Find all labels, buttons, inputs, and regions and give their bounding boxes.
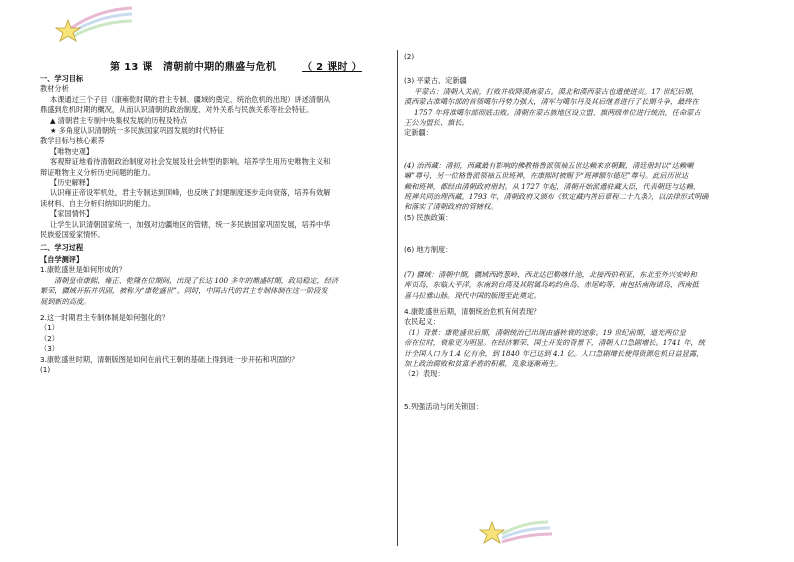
subheading: (3) 平蒙古、定新疆 — [404, 76, 467, 86]
paragraph: 客观辩证地看待清朝政治制度对社会发展及社会转型的影响，培养学生用历史唯物主义和 — [50, 157, 331, 167]
analysis-line: 鼎盛到危机时期的概况，从而认识清朝的政治制度、对外关系与民族关系等社会特征。 — [40, 105, 314, 115]
self-test: 【自学测评】 — [40, 254, 84, 264]
background-line: 帝在位时，衰象更为明显。在经济繁荣、国土开发的背景下，清朝人口急剧增长。1741 年，统 — [404, 338, 705, 348]
section-process: 二、学习过程 — [40, 242, 84, 252]
paragraph: 认识雍正帝设军机处，君主专制达到顶峰，也反映了封建制度逐步走向衰落，培养有效解 — [50, 188, 331, 198]
right-column — [404, 52, 760, 412]
blank-item: （2） — [40, 333, 59, 343]
paragraph: 读材料、自主分析归纳知识的能力。 — [40, 198, 156, 208]
lesson-hours: （ 2 课时 ） — [302, 62, 362, 73]
lesson-title: 第 13 课 清朝前中期的鼎盛与危机 — [110, 62, 277, 73]
mongol-line: 王公为盟长、旗长。 — [404, 118, 469, 128]
paragraph: 辩证唯物主义分析历史问题的能力。 — [40, 167, 156, 177]
background-line: 计全国人口为 1.4 亿有余，到 1840 年已达到 4.1 亿。人口急剧增长使得资源危机日益显露， — [404, 348, 704, 358]
difficult-point: ★ 多角度认识清朝统一多民族国家巩固发展的时代特征 — [50, 126, 225, 136]
section-goals: 一、学习目标 — [40, 74, 84, 83]
mongol-line: 1757 年将准噶尔部彻底击败。清朝在蒙古族地区设立盟、旗两级单位进行统治，任命蒙古 — [414, 107, 701, 117]
local-system: (6) 地方制度： — [404, 245, 453, 255]
ethnic-policy: (5) 民族政策： — [404, 212, 453, 222]
question-5: 5.列强活动与闭关锁国： — [404, 401, 483, 411]
tibet-line: 班禅共同治理西藏。1793 年，清朝政府又颁布《钦定藏内善后章程二十九条》，以法律形式明确 — [404, 192, 709, 202]
page-title — [110, 58, 362, 73]
territory-line: 库页岛，东临大平洋，东南到台湾及其附属岛屿约鱼岛、赤尾屿等，南包括南海诸岛，西南抵 — [404, 280, 699, 290]
blank-item: （1） — [40, 323, 59, 333]
mongol-line: 漠西蒙古准噶尔部的首领噶尔丹势力强大，清军与噶尔丹及其后继者进行了长期斗争，最终在 — [404, 97, 699, 107]
territory-line: (7) 疆域：清朝中期，疆域西跨葱岭，西北达巴勒喀什池，北接西伯利亚，东北至外兴安岭和 — [404, 269, 697, 279]
blank-item: (2) — [404, 52, 415, 61]
shooting-star-icon-bottom — [478, 514, 558, 550]
tibet-line: 嘛”尊号，另一位格鲁派领袖五世班禅，在康熙时被赐予“班禅额尔德尼”尊号。此后历世达 — [404, 171, 689, 181]
tag-materialism: 【唯物史观】 — [50, 146, 94, 156]
tag-explanation: 【历史解释】 — [50, 178, 94, 188]
question-3: 3.康乾盛世时期，清朝版图是如何在前代王朝的基础上得到进一步开拓和巩固的？ — [40, 354, 299, 364]
answer-line: 展到新的高度。 — [40, 296, 91, 306]
analysis-title: 教材分析 — [40, 84, 69, 94]
column-divider — [397, 50, 398, 546]
question-2: 2.这一时期君主专制体制是如何强化的？ — [40, 312, 170, 322]
tibet-line: 赖和班禅，都经由清朝政府册封。从 1727 年起，清朝开始派遣驻藏大臣，代表朝廷与达赖、 — [404, 181, 700, 191]
shooting-star-icon — [54, 4, 134, 44]
xinjiang-label: 定新疆： — [404, 128, 433, 138]
analysis-line: 本课通过三个子目（康雍乾时期的君主专制、疆域的奠定、统治危机的出现）讲述清朝从 — [50, 94, 331, 104]
manifest-label: （2）表现： — [404, 369, 445, 379]
question-1: 1.康乾盛世是如何形成的？ — [40, 265, 126, 275]
peasant-label: 农民起义： — [404, 317, 440, 327]
answer-line: 繁荣，疆域开拓并巩固，被称为“康乾盛世”。同时，中国古代的君主专制体制在这一阶段发 — [40, 286, 328, 296]
blank-item: (1) — [40, 364, 51, 374]
core-title: 教学目标与核心素养 — [40, 136, 105, 146]
background-line: 加上政治腐败和贫富矛盾的积累，乱象逐渐萌生。 — [404, 358, 563, 368]
mongol-line: 平蒙古：清朝入关前，打败并收降漠南蒙古。漠北和漠西蒙古也遣使进贡。17 世纪后期， — [414, 86, 699, 96]
paragraph: 让学生认识清朝国家统一，加强对边疆地区的管辖，统一多民族国家巩固发展，培养中华 — [50, 219, 331, 229]
key-point: ▲ 清朝君主专制中央集权发展的历程及特点 — [50, 115, 188, 125]
tibet-line: (4) 治西藏：清初，西藏最有影响的佛教格鲁派领袖五世达赖来京朝觐，清廷册封以“达赖喇 — [404, 160, 694, 170]
question-4: 4.康乾盛世后期，清朝统治危机有何表现？ — [404, 306, 541, 316]
answer-line: 清朝皇帝康熙、雍正、乾隆在位期间，出现了长达 100 多年的鼎盛时期，政局稳定，经济 — [54, 275, 339, 285]
territory-line: 喜马拉雅山脉。现代中国的版图至此奠定。 — [404, 290, 541, 300]
blank-item: （3） — [40, 344, 59, 354]
background-line: （1）背景：康乾盛世后期，清朝统治已出现由盛转衰的迹象。19 世纪前期，道光两位皇 — [404, 327, 686, 337]
tibet-line: 和落实了清朝政府的管辖权。 — [404, 202, 498, 212]
paragraph: 民族爱国爱家情怀。 — [40, 230, 105, 240]
left-column — [40, 72, 390, 375]
tag-patriotism: 【家国情怀】 — [50, 209, 94, 219]
